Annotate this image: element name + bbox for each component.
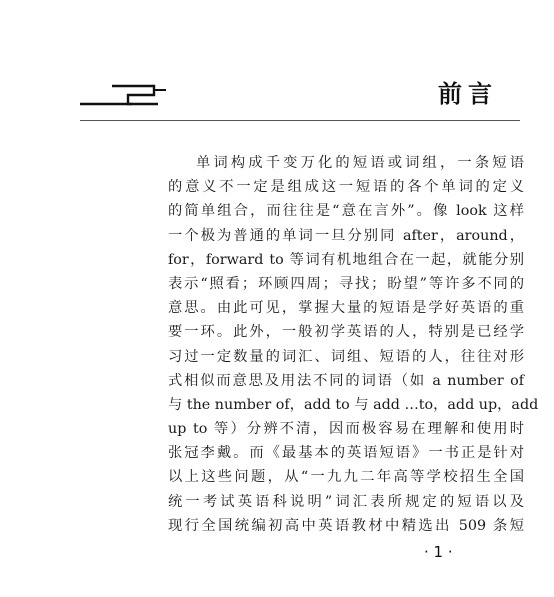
preface-body xyxy=(168,151,539,538)
text-line: 一个极为普通的单词一旦分别同 after，around， xyxy=(168,227,524,244)
header-divider xyxy=(80,120,520,121)
text-line: 以上这些问题，从“一九九二年高等学校招生全国 xyxy=(168,469,524,486)
text-line: 要一环。此外，一般初学英语的人，特别是已经学 xyxy=(168,324,524,341)
text-line: up to 等）分辨不清，因而极容易在理解和使用时 xyxy=(168,421,524,438)
text-line: for，forward to 等词有机地组合在一起，就能分别 xyxy=(168,251,524,268)
text-line: 现行全国统编初高中英语教材中精选出 509 条短 xyxy=(168,517,524,534)
text-line: 的简单组合，而往往是“意在言外”。像 look 这样 xyxy=(168,203,524,220)
text-line: 单词构成千变万化的短语或词组，一条短语 xyxy=(196,155,524,171)
chapter-ornament-icon xyxy=(80,77,170,111)
text-line: 意思。由此可见，掌握大量的短语是学好英语的重 xyxy=(168,300,524,317)
text-line: 式相似而意思及用法不同的词语（如 a number of xyxy=(168,372,524,389)
text-line: 与 the number of，add to 与 add …to，add up，add xyxy=(168,396,539,413)
text-line: 张冠李戴。而《最基本的英语短语》一书正是针对 xyxy=(168,445,524,462)
text-line: 统一考试英语科说明”词汇表所规定的短语以及 xyxy=(168,493,524,510)
page-title: 前言 xyxy=(438,80,498,108)
page-number: · 1 · xyxy=(424,543,453,561)
text-line: 的意义不一定是组成这一短语的各个单词的定义 xyxy=(168,179,524,196)
text-line: 习过一定数量的词汇、词组、短语的人，往往对形 xyxy=(168,348,524,365)
text-line: 表示“照看；环顾四周；寻找；盼望”等许多不同的 xyxy=(168,275,524,292)
